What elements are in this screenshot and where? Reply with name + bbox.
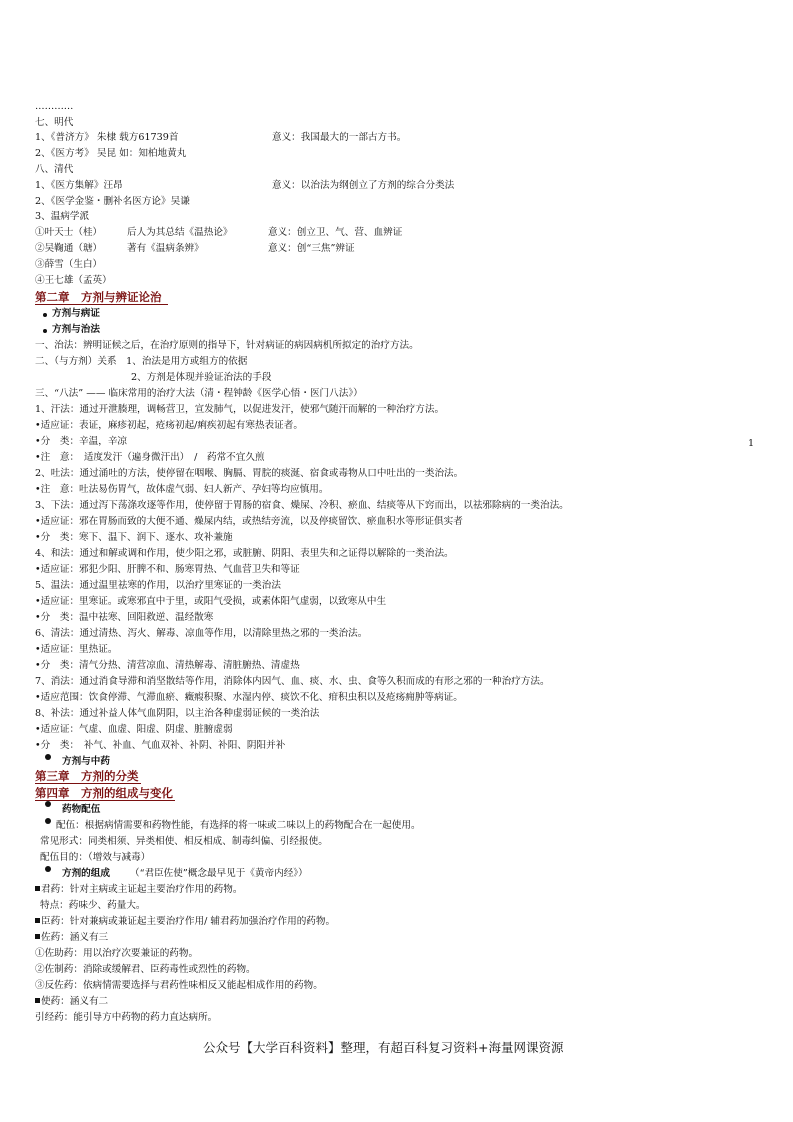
bafa-line: 3、下法：通过泻下荡涤攻逐等作用，使停留于胃肠的宿食、燥屎、冷积、瘀血、结痰等从下窍而出，以祛邪除病的一类治法。: [35, 500, 569, 511]
chapter-2-title: 第二章 方剂与辨证论治: [35, 290, 168, 305]
bafa-line: •分 类： 补气、补血、气血双补、补阴、补阳、阴阳并补: [35, 740, 286, 751]
ming-item: [35, 131, 178, 144]
junchen-line: ①佐助药：用以治疗次要兼证的药物。: [35, 948, 199, 959]
junchen-text: 君药：针对主病或主证起主要治疗作用的药物。: [41, 884, 243, 895]
junchen-line: [35, 995, 108, 1008]
qing-item-note: 意义：以治法为纲创立了方剂的综合分类法: [272, 180, 455, 191]
relation-line: 二、（与方剂）关系 1、治法是用方或组方的依据: [35, 356, 248, 367]
ming-item-note: 意义：我国最大的一部古方书。: [272, 132, 407, 143]
ming-item-text: 1、《普济方》 朱棣 载方61739首: [35, 132, 179, 143]
bafa-line: 2、吐法：通过涌吐的方法，使停留在咽喉、胸膈、胃脘的痰涎、宿食或毒物从口中吐出的一类治法。: [35, 468, 464, 479]
footer-note: 公众号【大学百科资料】整理，有超百科复习资料+海量网课资源: [203, 1040, 564, 1055]
peiwu-purpose: 配伍目的：（增效与减毒）: [40, 852, 151, 863]
bafa-line: 4、和法：通过和解或调和作用，使少阳之邪，或脏腑、阴阳、表里失和之证得以解除的一类治法。: [35, 548, 454, 559]
square-bullet-icon: [35, 934, 40, 939]
bafa-line: •适应证：邪犯少阳、肝脾不和、肠寒胃热、气血营卫失和等证: [35, 564, 300, 575]
junchen-text: 佐药：涵义有三: [41, 932, 109, 943]
bullet-icon: [43, 329, 47, 333]
top-ellipsis: …………: [35, 101, 74, 112]
bafa-line: •分 类：辛温，辛凉: [35, 436, 128, 447]
bafa-line: 1、汗法：通过开泄腠理，调畅营卫，宣发肺气，以促进发汗，使邪气随汗而解的一种治疗方法。: [35, 404, 445, 415]
zhifa-definition: 一、治法：辨明证候之后，在治疗原则的指导下，针对病证的病因病机所拟定的治疗方法。: [35, 340, 419, 351]
chapter-2-subheading: 方剂与病证: [52, 308, 100, 319]
bafa-line: 7、消法：通过消食导滞和消坚散结等作用，消除体内因气、血、痰、水、虫、食等久积而成的有形之邪的一种治疗方法。: [35, 676, 550, 687]
junchen-line: [35, 931, 108, 944]
bullet-icon: [45, 801, 51, 807]
junchen-line: 引经药：能引导方中药物的药力直达病所。: [35, 1012, 218, 1023]
junchen-text: 使药：涵义有二: [41, 996, 109, 1007]
wenbing-desc: 著有《温病条辨》: [127, 243, 204, 254]
junchen-line: 特点：药味少、药量大。: [40, 900, 146, 911]
bafa-line: •分 类：温中祛寒、回阳救逆、温经散寒: [35, 612, 214, 623]
wenbing-desc: 后人为其总结《温热论》: [127, 227, 233, 238]
bafa-heading: 三、“八法” —— 临床常用的治疗大法（清・程钟龄《医学心悟・医门八法》）: [35, 388, 363, 399]
bafa-line: •注 意： 适度发汗（遍身微汗出） / 药常不宜久煎: [35, 452, 265, 463]
wenbing-note: 意义：创“三焦”辨证: [268, 243, 355, 254]
ming-item: [35, 147, 186, 160]
bafa-line: •适应证：气虚、血虚、阳虚、阴虚、脏腑虚弱: [35, 724, 233, 735]
junchen-line: [35, 915, 335, 928]
bafa-line: 6、清法：通过清热、泻火、解毒、凉血等作用，以清除里热之邪的一类治法。: [35, 628, 368, 639]
junchen-line: [35, 883, 242, 896]
section-heading-qing: 八、清代: [35, 164, 74, 175]
bafa-line: •分 类：清气分热、清营凉血、清热解毒、清脏腑热、清虚热: [35, 660, 300, 671]
section-heading-ming: 七、明代: [35, 117, 74, 128]
chapter-4-title: 第四章 方剂的组成与变化: [35, 786, 173, 800]
qing-item-text: 1、《医方集解》汪昂: [35, 180, 123, 191]
square-bullet-icon: [35, 886, 40, 891]
junchen-text: 臣药：针对兼病或兼证起主要治疗作用/ 辅君药加强治疗作用的药物。: [41, 916, 336, 927]
bullet-icon: [45, 754, 51, 760]
zucheng-note: （“君臣佐使”概念最早见于《黄帝内经》）: [130, 868, 308, 879]
peiwu-definition: 配伍：根据病情需要和药物性能，有选择的将一味或二味以上的药物配合在一起使用。: [56, 820, 421, 831]
bafa-line: 5、温法：通过温里祛寒的作用，以治疗里寒证的一类治法: [35, 580, 281, 591]
square-bullet-icon: [35, 998, 40, 1003]
bafa-line: •适应证：里热证。: [35, 644, 118, 655]
chapter-2-subheading: 方剂与中药: [62, 756, 110, 767]
bafa-line: •注 意：吐法易伤胃气，故体虚气弱、妇人新产、孕妇等均应慎用。: [35, 484, 329, 495]
common-forms: 常见形式：同类相须、异类相使、相反相成、制毒纠偏、引经报使。: [40, 836, 328, 847]
bafa-line: •适应证：表证，麻疹初起，疮疡初起/痢疾初起有寒热表证者。: [35, 420, 303, 431]
relation-line: 2、方剂是体现并验证治法的手段: [131, 372, 272, 383]
bafa-line: 8、补法：通过补益人体气血阴阳，以主治各种虚弱证候的一类治法: [35, 708, 320, 719]
bafa-line: •分 类：寒下、温下、润下、逐水、攻补兼施: [35, 532, 233, 543]
bullet-icon: [43, 313, 47, 317]
bullet-icon: [45, 866, 51, 872]
peiwu-title: 药物配伍: [62, 804, 101, 815]
square-bullet-icon: [35, 918, 40, 923]
bafa-line: •适应范围：饮食停滞、气滞血瘀、癥瘕积聚、水湿内停、痰饮不化、疳积虫积以及疮疡痈肿等病证。: [35, 692, 463, 703]
wenbing-name: ③薛雪（生白）: [35, 259, 103, 270]
chapter-3-title: 第三章 方剂的分类: [35, 769, 139, 783]
bafa-line: •适应证：邪在胃肠而致的大便不通、燥屎内结，或热结旁流，以及停痰留饮、瘀血积水等形证俱实者: [35, 516, 463, 527]
ming-item-text: 2、《医方考》 吴昆 如：知柏地黄丸: [35, 148, 187, 159]
chapter-2-subheading: 方剂与治法: [52, 324, 100, 335]
wenbing-name: ④王七雄（孟英）: [35, 275, 112, 286]
section-heading-wenbing: 3、温病学派: [35, 211, 90, 222]
junchen-line: ②佐制药：消除或缓解君、臣药毒性或烈性的药物。: [35, 964, 256, 975]
zucheng-title: 方剂的组成: [62, 868, 110, 879]
wenbing-note: 意义：创立卫、气、营、血辨证: [268, 227, 403, 238]
junchen-line: ③反佐药：依病情需要选择与君药性味相反又能起相成作用的药物。: [35, 980, 323, 991]
bafa-line: •适应证：里寒证。或寒邪直中于里，或阳气受损，或素体阳气虚弱，以致寒从中生: [35, 596, 387, 607]
page-number: 1: [748, 438, 755, 449]
bullet-icon: [45, 818, 51, 824]
wenbing-name: ①叶天士（桂）: [35, 227, 103, 238]
qing-item-text: 2、《医学金鉴・删补名医方论》吴谦: [35, 196, 190, 207]
wenbing-name: ②吴鞠通（瑭）: [35, 243, 103, 254]
